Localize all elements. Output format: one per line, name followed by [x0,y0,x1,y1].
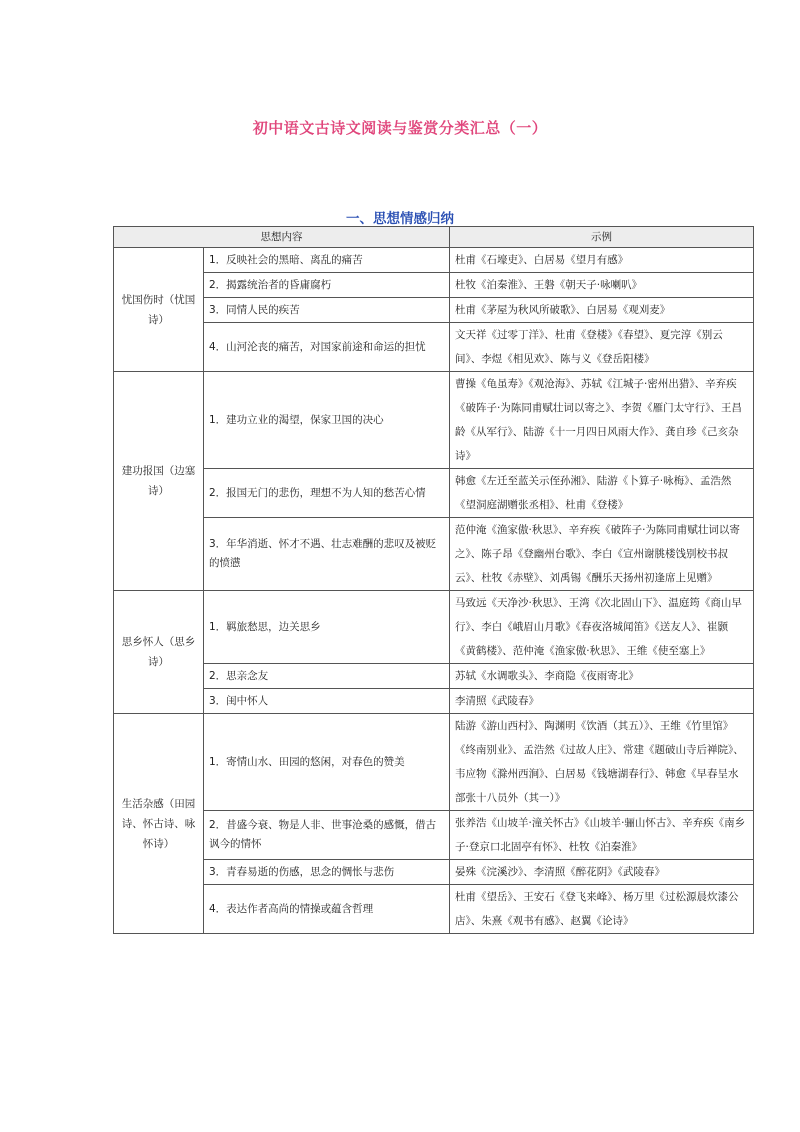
category-cell: 建功报国（边塞诗） [114,372,204,591]
example-cell: 陆游《游山西村》、陶渊明《饮酒（其五）》、王维《竹里馆》《终南别业》、孟浩然《过故人庄》、常建《题破山寺后禅院》、韦应物《滁州西涧》、白居易《钱塘湖春行》、韩愈《早春呈水部张十八员外（其一）》 [450,714,754,811]
table-row [114,323,754,372]
content-cell: 2．揭露统治者的昏庸腐朽 [204,273,450,298]
content-cell: 3．闺中怀人 [204,689,450,714]
table-row [114,811,754,860]
example-cell: 晏殊《浣溪沙》、李清照《醉花阴》《武陵春》 [450,860,754,885]
content-cell: 2．昔盛今衰、物是人非、世事沧桑的感慨，借古讽今的情怀 [204,811,450,860]
table-row [114,248,754,273]
example-cell: 杜甫《石壕吏》、白居易《望月有感》 [450,248,754,273]
table-row [114,714,754,811]
example-cell: 杜甫《茅屋为秋风所破歌》、白居易《观刈麦》 [450,298,754,323]
category-cell: 忧国伤时（忧国诗） [114,248,204,372]
content-cell: 1．羁旅愁思，边关思乡 [204,591,450,664]
table-row [114,664,754,689]
content-cell: 4．山河沦丧的痛苦，对国家前途和命运的担忧 [204,323,450,372]
content-cell: 1．寄情山水、田园的悠闲，对春色的赞美 [204,714,450,811]
document-title: 初中语文古诗文阅读与鉴赏分类汇总（一） [252,119,548,137]
table-row [114,860,754,885]
emotion-summary-table [113,226,754,934]
table-row [114,689,754,714]
content-cell: 1．建功立业的渴望，保家卫国的决心 [204,372,450,469]
example-cell: 韩愈《左迁至蓝关示侄孙湘》、陆游《卜算子·咏梅》、孟浩然《望洞庭湖赠张丞相》、杜甫《登楼》 [450,469,754,518]
table-row [114,273,754,298]
table-row [114,372,754,469]
example-cell: 曹操《龟虽寿》《观沧海》、苏轼《江城子·密州出猎》、辛弃疾《破阵子·为陈同甫赋壮词以寄之》、李贺《雁门太守行》、王昌龄《从军行》、陆游《十一月四日风雨大作》、龚自珍《己亥杂诗》 [450,372,754,469]
example-cell: 杜甫《望岳》、王安石《登飞来峰》、杨万里《过松源晨炊漆公店》、朱熹《观书有感》、赵翼《论诗》 [450,885,754,934]
content-cell: 3．年华消逝、怀才不遇、壮志难酬的悲叹及被贬的愤懑 [204,518,450,591]
example-cell: 杜牧《泊秦淮》、王磐《朝天子·咏喇叭》 [450,273,754,298]
category-cell: 思乡怀人（思乡诗） [114,591,204,714]
example-cell: 李清照《武陵春》 [450,689,754,714]
table-row [114,518,754,591]
category-cell: 生活杂感（田园诗、怀古诗、咏怀诗） [114,714,204,934]
content-cell: 1．反映社会的黑暗、离乱的痛苦 [204,248,450,273]
example-cell: 苏轼《水调歌头》、李商隐《夜雨寄北》 [450,664,754,689]
content-cell: 4．表达作者高尚的情操或蕴含哲理 [204,885,450,934]
example-cell: 文天祥《过零丁洋》、杜甫《登楼》《春望》、夏完淳《别云间》、李煜《相见欢》、陈与义《登岳阳楼》 [450,323,754,372]
table-row [114,469,754,518]
table-row [114,885,754,934]
content-cell: 2．思亲念友 [204,664,450,689]
example-cell: 张养浩《山坡羊·潼关怀古》《山坡羊·骊山怀古》、辛弃疾《南乡子·登京口北固亭有怀》、杜牧《泊秦淮》 [450,811,754,860]
header-example: 示例 [450,227,754,248]
content-cell: 3．青春易逝的伤感，思念的惆怅与悲伤 [204,860,450,885]
content-cell: 2．报国无门的悲伤，理想不为人知的愁苦心情 [204,469,450,518]
example-cell: 马致远《天净沙·秋思》、王湾《次北固山下》、温庭筠《商山早行》、李白《峨眉山月歌》《春夜洛城闻笛》《送友人》、崔颢《黄鹤楼》、范仲淹《渔家傲·秋思》、王维《使至塞上》 [450,591,754,664]
table-row [114,298,754,323]
example-cell: 范仲淹《渔家傲·秋思》、辛弃疾《破阵子·为陈同甫赋壮词以寄之》、陈子昂《登幽州台歌》、李白《宣州谢朓楼饯别校书叔云》、杜牧《赤壁》、刘禹锡《酬乐天扬州初逢席上见赠》 [450,518,754,591]
table-header-row [114,227,754,248]
table-row [114,591,754,664]
content-cell: 3．同情人民的疾苦 [204,298,450,323]
section-title: 一、思想情感归纳 [346,211,454,227]
header-content: 思想内容 [114,227,450,248]
